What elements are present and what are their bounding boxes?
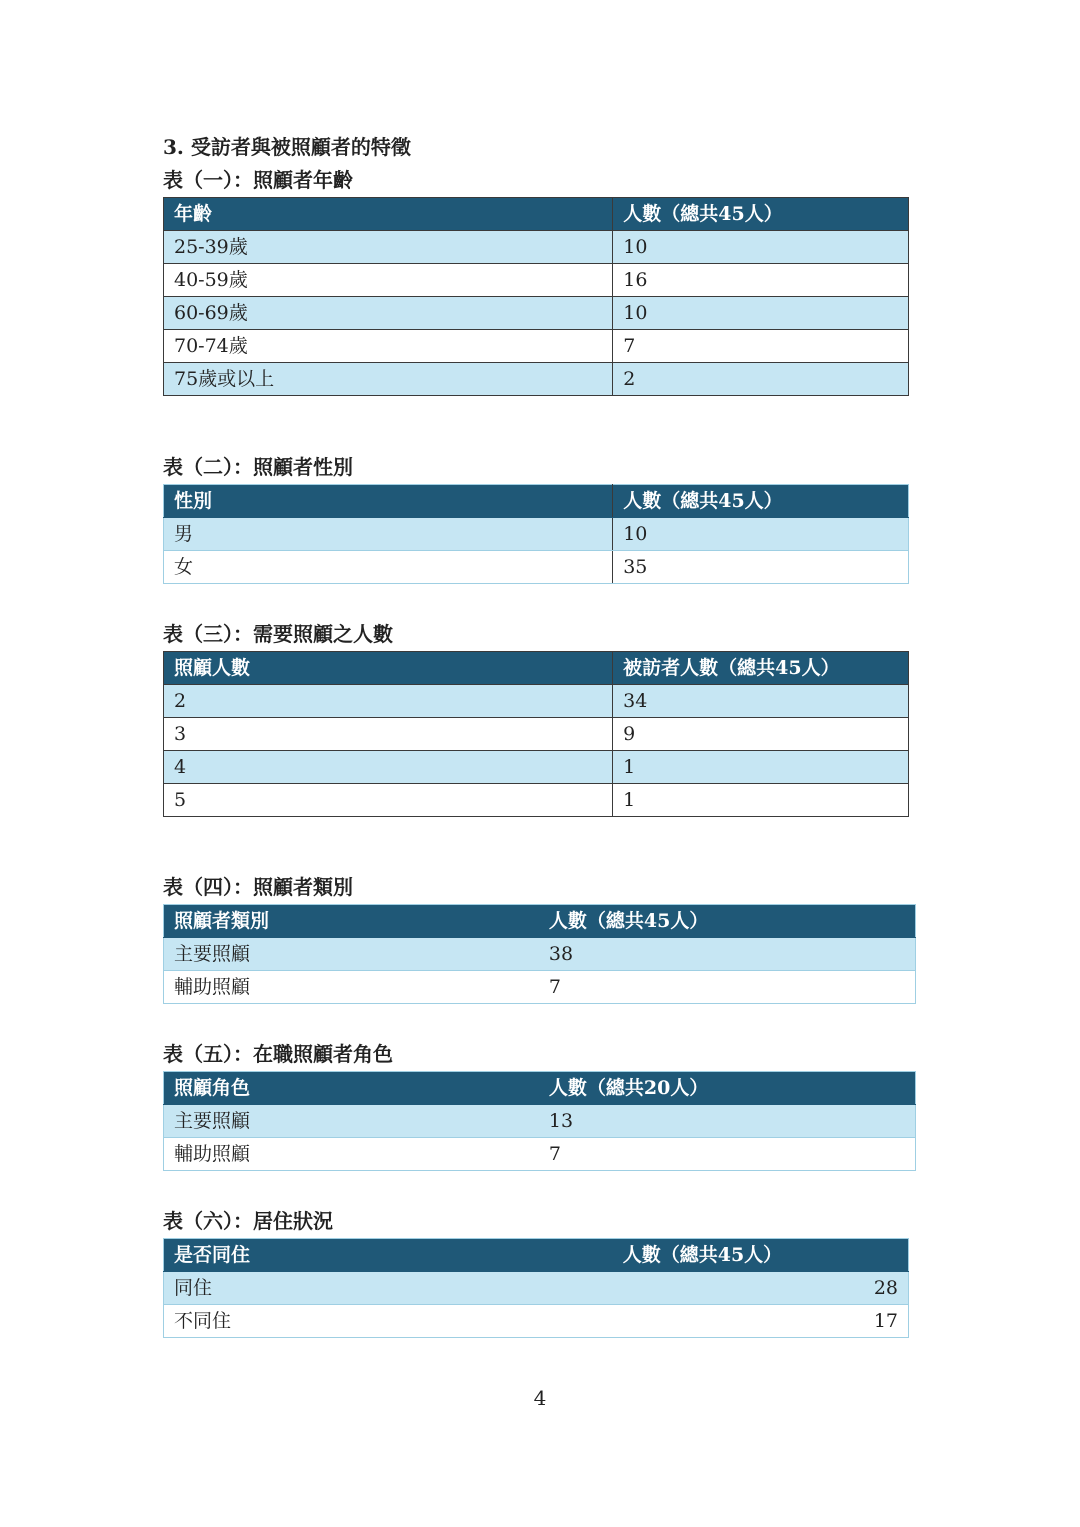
table-row — [164, 751, 909, 784]
table-cell: 60-69歲 — [164, 297, 613, 330]
table-cell: 7 — [539, 1138, 916, 1171]
table2-caption: 表（二）：照顧者性別 — [163, 455, 353, 479]
table-cell: 75歲或以上 — [164, 363, 613, 396]
header-cell: 人數（總共45人） — [613, 198, 909, 231]
table-cell: 女 — [164, 551, 613, 584]
table-cell: 10 — [613, 231, 909, 264]
header-cell: 性別 — [164, 485, 613, 518]
table-row — [164, 685, 909, 718]
page-number: 4 — [533, 1386, 547, 1410]
table4-caption: 表（四）：照顧者類別 — [163, 875, 353, 899]
table-cell: 38 — [539, 938, 916, 971]
table-cell: 3 — [164, 718, 613, 751]
table-cell: 17 — [613, 1305, 909, 1338]
table-cell: 7 — [539, 971, 916, 1004]
table-cell: 35 — [613, 551, 909, 584]
table4-caregiver-type — [163, 904, 916, 1004]
header-cell: 照顧角色 — [164, 1072, 539, 1105]
table-cell: 10 — [613, 518, 909, 551]
table-cell: 40-59歲 — [164, 264, 613, 297]
header-cell: 人數（總共45人） — [539, 905, 916, 938]
table-cell: 16 — [613, 264, 909, 297]
table-cell: 輔助照顧 — [164, 971, 539, 1004]
table-row — [164, 551, 909, 584]
table-cell: 9 — [613, 718, 909, 751]
header-cell: 被訪者人數（總共45人） — [613, 652, 909, 685]
section-title: 3. 受訪者與被照顧者的特徵 — [163, 135, 411, 159]
table-header-row — [164, 905, 916, 938]
table-row — [164, 938, 916, 971]
table2-caregiver-gender — [163, 484, 909, 584]
table-cell: 主要照顧 — [164, 1105, 539, 1138]
table-row — [164, 784, 909, 817]
table5-caption: 表（五）：在職照顧者角色 — [163, 1042, 393, 1066]
table-header-row — [164, 1239, 909, 1272]
table-cell: 2 — [613, 363, 909, 396]
table-row — [164, 297, 909, 330]
table-row — [164, 518, 909, 551]
table3-care-recipients — [163, 651, 909, 817]
table-cell: 7 — [613, 330, 909, 363]
table-cell: 28 — [613, 1272, 909, 1305]
table-cell: 34 — [613, 685, 909, 718]
table-header-row — [164, 1072, 916, 1105]
table-cell: 5 — [164, 784, 613, 817]
table3-caption: 表（三）：需要照顧之人數 — [163, 622, 393, 646]
table-row — [164, 231, 909, 264]
table-cell: 男 — [164, 518, 613, 551]
table5-working-caregiver-role — [163, 1071, 916, 1171]
table-header-row — [164, 198, 909, 231]
table-row — [164, 363, 909, 396]
table-cell: 1 — [613, 751, 909, 784]
header-cell: 人數（總共45人） — [613, 485, 909, 518]
table-header-row — [164, 652, 909, 685]
header-cell: 人數（總共20人） — [539, 1072, 916, 1105]
table1-caption: 表（一）：照顧者年齡 — [163, 168, 353, 192]
table-row — [164, 971, 916, 1004]
table-cell: 4 — [164, 751, 613, 784]
header-cell: 照顧者類別 — [164, 905, 539, 938]
table-cell: 不同住 — [164, 1305, 613, 1338]
table-cell: 13 — [539, 1105, 916, 1138]
table-header-row — [164, 485, 909, 518]
table-cell: 70-74歲 — [164, 330, 613, 363]
table-cell: 同住 — [164, 1272, 613, 1305]
table-cell: 1 — [613, 784, 909, 817]
table-row — [164, 330, 909, 363]
table-cell: 輔助照顧 — [164, 1138, 539, 1171]
header-cell: 是否同住 — [164, 1239, 613, 1272]
table-row — [164, 1305, 909, 1338]
table-row — [164, 1272, 909, 1305]
table-row — [164, 1105, 916, 1138]
table1-caregiver-age — [163, 197, 909, 396]
table-row — [164, 718, 909, 751]
table6-living-arrangement — [163, 1238, 909, 1338]
table-cell: 10 — [613, 297, 909, 330]
table-cell: 2 — [164, 685, 613, 718]
header-cell: 年齡 — [164, 198, 613, 231]
table-cell: 25-39歲 — [164, 231, 613, 264]
table6-caption: 表（六）：居住狀況 — [163, 1209, 333, 1233]
table-cell: 主要照顧 — [164, 938, 539, 971]
header-cell: 人數（總共45人） — [613, 1239, 909, 1272]
table-row — [164, 1138, 916, 1171]
table-row — [164, 264, 909, 297]
header-cell: 照顧人數 — [164, 652, 613, 685]
